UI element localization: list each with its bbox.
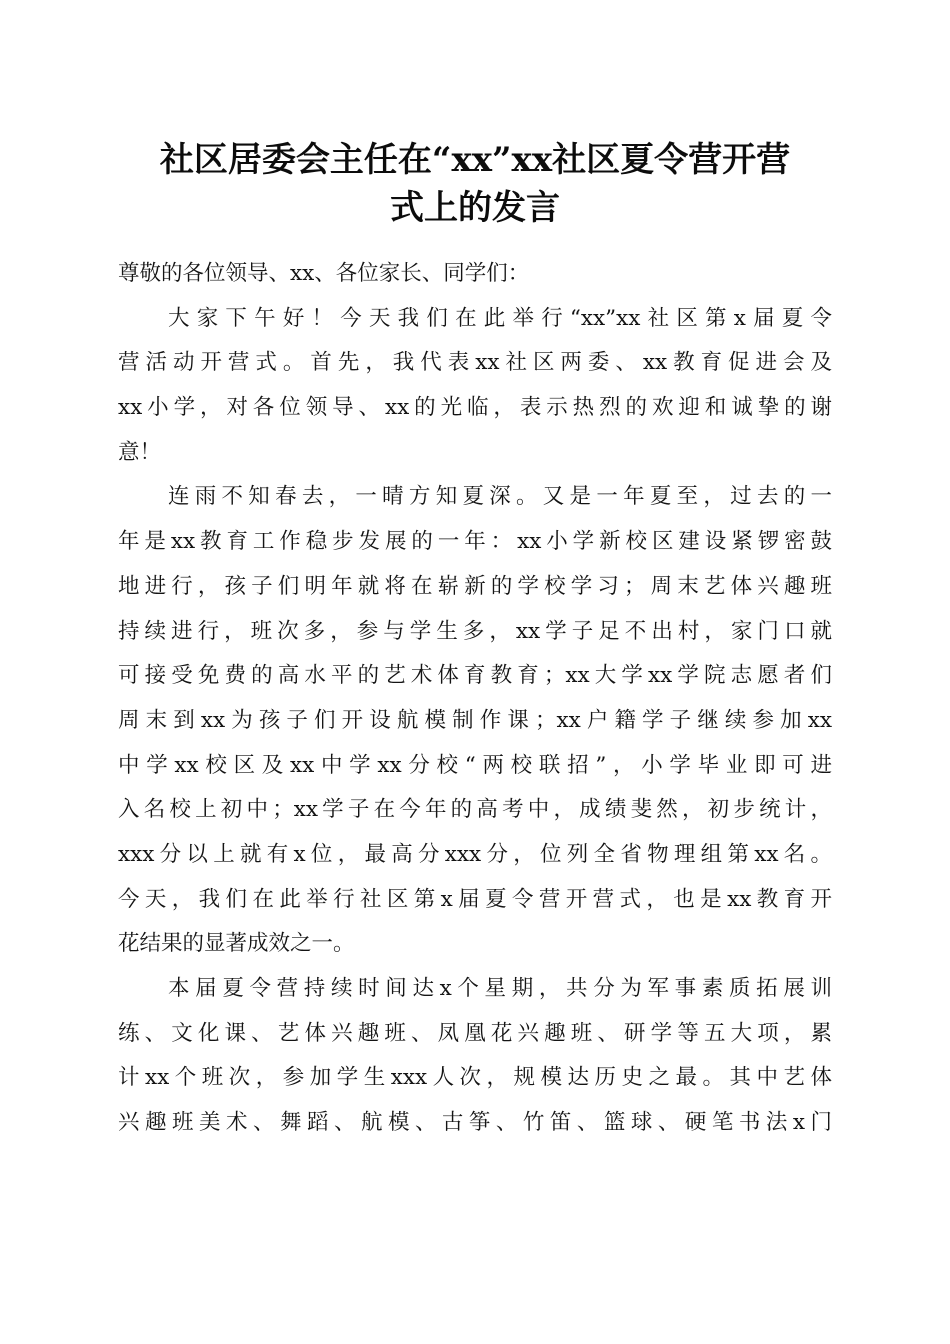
paragraph-1-line-1: 大家下午好！今天我们在此举行“xx”xx社区第x届夏令: [168, 305, 832, 331]
paragraph-1-line-3: xx小学，对各位领导、xx的光临，表示热烈的欢迎和诚挚的谢: [118, 395, 832, 421]
title-line-2: 式上的发言: [390, 188, 560, 228]
paragraph-3-line-3: 计xx个班次，参加学生xxx人次，规模达历史之最。其中艺体: [118, 1065, 832, 1091]
paragraph-3-line-2: 练、文化课、艺体兴趣班、凤凰花兴趣班、研学等五大项，累: [118, 1020, 832, 1046]
paragraph-2-line-1: 连雨不知春去，一晴方知夏深。又是一年夏至，过去的一: [168, 484, 832, 510]
paragraph-3-line-4: 兴趣班美术、舞蹈、航模、古筝、竹笛、篮球、硬笔书法x门: [118, 1110, 832, 1136]
paragraph-2-line-7: 中学xx校区及xx中学xx分校“两校联招”，小学毕业即可进: [118, 752, 832, 778]
paragraph-2-line-5: 可接受免费的高水平的艺术体育教育；xx大学xx学院志愿者们: [118, 663, 832, 689]
paragraph-2-line-11: 花结果的显著成效之一。: [118, 931, 355, 957]
paragraph-2-line-4: 持续进行，班次多，参与学生多，xx学子足不出村，家门口就: [118, 618, 832, 644]
paragraph-2-line-10: 今天，我们在此举行社区第x届夏令营开营式，也是xx教育开: [118, 886, 832, 912]
document-title: [118, 136, 832, 232]
paragraph-3-line-1: 本届夏令营持续时间达x个星期，共分为军事素质拓展训: [168, 976, 832, 1001]
paragraph-2-line-2: 年是xx教育工作稳步发展的一年：xx小学新校区建设紧锣密鼓: [118, 529, 832, 555]
paragraph-2-line-9: xxx分以上就有x位，最高分xxx分，位列全省物理组第xx名。: [118, 841, 832, 867]
paragraph-1-line-4: 意！: [118, 439, 162, 465]
paragraph-2-line-3: 地进行，孩子们明年就将在崭新的学校学习；周末艺体兴趣班: [118, 573, 832, 599]
paragraph-2-line-8: 入名校上初中；xx学子在今年的高考中，成绩斐然，初步统计，: [118, 797, 832, 823]
document-body: [118, 252, 832, 1146]
title-line-1: 社区居委会主任在“xx”xx社区夏令营开营: [159, 140, 791, 180]
salutation: 尊敬的各位领导、xx、各位家长、同学们：: [118, 261, 530, 286]
paragraph-1-line-2: 营活动开营式。首先，我代表xx社区两委、xx教育促进会及: [118, 350, 832, 376]
paragraph-2-line-6: 周末到xx为孩子们开设航模制作课；xx户籍学子继续参加xx: [118, 707, 832, 733]
